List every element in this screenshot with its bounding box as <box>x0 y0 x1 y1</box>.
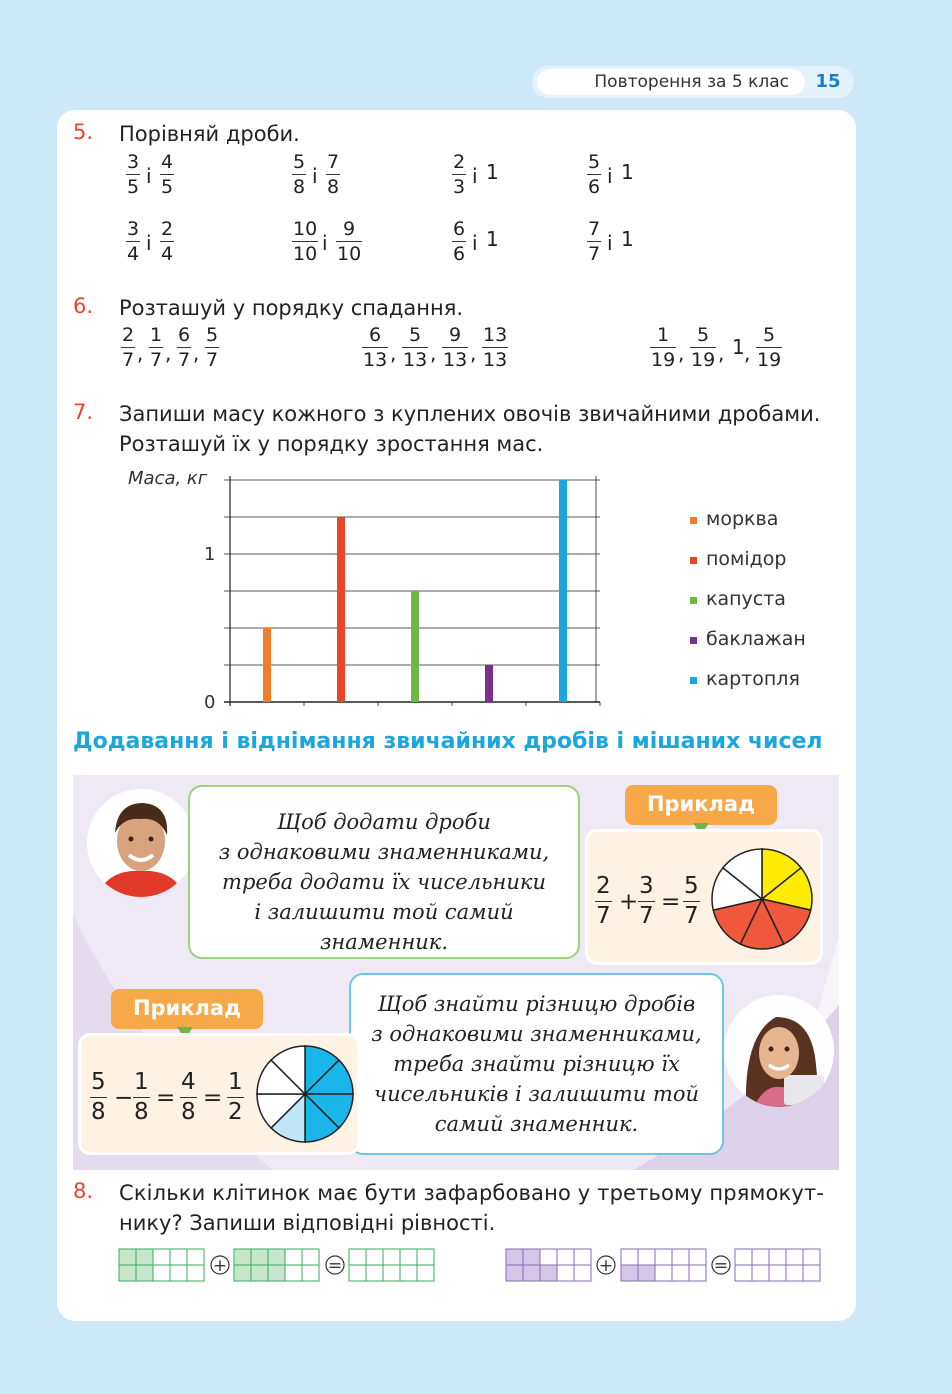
sub-rule-bubble <box>349 973 724 1155</box>
task5-fraction-left: $\frac{3}{5}$ <box>127 151 140 198</box>
section-title: Додавання і віднімання звичайних дробів і мішаних чисел <box>73 729 823 754</box>
add-example-plus: + <box>619 889 639 915</box>
boy-avatar <box>87 789 195 897</box>
task5-fraction-right: $\frac{4}{5}$ <box>161 151 174 198</box>
grid-cell <box>170 1265 187 1281</box>
grid-cell <box>621 1265 638 1281</box>
task5-conjunction: і <box>146 231 152 255</box>
sub-example-equals-2: = <box>203 1085 223 1111</box>
grid-cell <box>187 1265 204 1281</box>
task-6-number: 6. <box>73 294 94 318</box>
task6-comma: , <box>744 341 751 365</box>
task6-comma: , <box>678 341 685 365</box>
operator-symbol: = <box>327 1256 343 1276</box>
grid-cell <box>689 1265 706 1281</box>
task5-conjunction: і <box>146 164 152 188</box>
task5-fraction-left: $\frac{6}{6}$ <box>453 218 466 265</box>
grid-cell <box>655 1265 672 1281</box>
legend-label: капуста <box>706 588 786 610</box>
page-number: 15 <box>815 71 841 92</box>
grid-cell <box>234 1265 251 1281</box>
legend-label: баклажан <box>706 628 806 650</box>
rules-panel <box>73 775 839 1170</box>
add-rule-line: Щоб додати дроби <box>277 810 491 834</box>
legend-label: морква <box>706 508 779 530</box>
grid-cell <box>621 1249 638 1265</box>
grid-cell <box>234 1249 251 1265</box>
task5-conjunction: і <box>312 164 318 188</box>
grid-cell <box>417 1249 434 1265</box>
grid-cell <box>689 1249 706 1265</box>
chart-bar-0 <box>263 628 271 702</box>
sub-example-equals: = <box>156 1085 176 1111</box>
task6-comma: , <box>193 341 200 365</box>
grid-cell <box>400 1265 417 1281</box>
task6-fraction: $\frac{9}{13}$ <box>443 324 468 371</box>
operator-symbol: + <box>598 1256 614 1276</box>
task6-fraction: $\frac{6}{13}$ <box>363 324 388 371</box>
task6-comma: , <box>137 341 144 365</box>
task6-comma: , <box>390 341 397 365</box>
add-example-fraction-result: $\frac{5}{7}$ <box>684 873 699 929</box>
grid-cell <box>523 1249 540 1265</box>
add-example-equals: = <box>661 889 681 915</box>
sub-example-fraction-a: $\frac{5}{8}$ <box>91 1069 106 1125</box>
task6-comma: , <box>718 341 725 365</box>
operator-symbol: + <box>212 1256 228 1276</box>
grid-cell <box>735 1249 752 1265</box>
task6-fraction: $\frac{2}{7}$ <box>122 324 135 371</box>
grid-cell <box>251 1249 268 1265</box>
add-rule-line: і залишити той самий <box>254 900 514 924</box>
grid-cell <box>672 1249 689 1265</box>
task6-fraction: $\frac{1}{19}$ <box>651 324 676 371</box>
grid-cell <box>400 1249 417 1265</box>
sub-example-fraction-result: $\frac{1}{2}$ <box>228 1069 243 1125</box>
task6-fraction: $\frac{13}{13}$ <box>483 324 508 371</box>
task5-conjunction: і <box>322 231 328 255</box>
grid-cell <box>349 1249 366 1265</box>
task5-fraction-left: $\frac{5}{8}$ <box>293 151 306 198</box>
task-7-number: 7. <box>73 400 94 424</box>
task5-one: 1 <box>486 160 499 184</box>
grid-cell <box>506 1249 523 1265</box>
task-8-prompt-line1: Скільки клітинок має бути зафарбовано у третьому прямокут- <box>119 1181 825 1205</box>
task6-fraction: $\frac{5}{19}$ <box>757 324 782 371</box>
legend-swatch <box>690 637 697 644</box>
grid-cell <box>638 1265 655 1281</box>
grid-cell <box>170 1249 187 1265</box>
grid-cell <box>366 1265 383 1281</box>
legend-swatch <box>690 517 697 524</box>
sub-example-badge: Приклад <box>111 989 263 1029</box>
chart-tick-label: 1 <box>204 544 216 565</box>
sub-rule-line: з однаковими знаменниками, <box>371 1022 702 1046</box>
task5-fraction-right: $\frac{9}{10}$ <box>337 218 362 265</box>
task-7-prompt-line2: Розташуй їх у порядку зростання мас. <box>119 432 544 456</box>
chart-bar-2 <box>411 591 419 702</box>
legend-label: помідор <box>706 548 787 570</box>
add-rule-line: треба додати їх чисельники <box>222 870 546 894</box>
chart-bar-3 <box>485 665 493 702</box>
sub-example-fraction-c: $\frac{4}{8}$ <box>181 1069 196 1125</box>
grid-cell <box>268 1265 285 1281</box>
task-5-prompt: Порівняй дроби. <box>119 122 300 146</box>
task5-fraction-left: $\frac{7}{7}$ <box>588 218 601 265</box>
task6-fraction: $\frac{6}{7}$ <box>178 324 191 371</box>
task6-comma: , <box>470 341 477 365</box>
grid-cell <box>383 1249 400 1265</box>
task6-fraction: $\frac{5}{13}$ <box>403 324 428 371</box>
grid-cell <box>153 1249 170 1265</box>
grid-cell <box>672 1265 689 1281</box>
add-example-badge: Приклад <box>625 785 777 825</box>
task5-one: 1 <box>621 160 634 184</box>
task6-whole: 1 <box>732 335 745 359</box>
legend-label: картопля <box>706 668 800 690</box>
grid-cell <box>574 1249 591 1265</box>
grid-cell <box>803 1265 820 1281</box>
grid-cell <box>383 1265 400 1281</box>
task5-fraction-left: $\frac{5}{6}$ <box>588 151 601 198</box>
task-7-prompt-line1: Запиши масу кожного з куплених овочів звичайними дробами. <box>119 402 821 426</box>
task5-conjunction: і <box>607 164 613 188</box>
grid-cell <box>302 1265 319 1281</box>
grid-cell <box>557 1249 574 1265</box>
task5-conjunction: і <box>607 231 613 255</box>
grid-cell <box>285 1265 302 1281</box>
chart-tick-label: 0 <box>204 692 216 712</box>
add-example-pie <box>710 847 814 951</box>
grid-cell <box>638 1249 655 1265</box>
sub-rule-line: Щоб знайти різницю дробів <box>377 992 696 1016</box>
grid-cell <box>136 1265 153 1281</box>
grid-cell <box>187 1249 204 1265</box>
grid-cell <box>302 1249 319 1265</box>
mass-bar-chart <box>120 462 620 712</box>
add-example-fraction-a: $\frac{2}{7}$ <box>596 873 611 929</box>
operator-symbol: = <box>713 1256 729 1276</box>
grid-cell <box>153 1265 170 1281</box>
grid-cell <box>523 1265 540 1281</box>
task5-fraction-left: $\frac{3}{4}$ <box>127 218 140 265</box>
grid-cell <box>506 1265 523 1281</box>
grid-cell <box>540 1249 557 1265</box>
chart-ylabel: Маса, кг <box>128 468 208 489</box>
grid-cell <box>557 1265 574 1281</box>
grid-cell <box>136 1249 153 1265</box>
sub-rule-line: чисельників і залишити той <box>374 1082 699 1106</box>
task5-conjunction: і <box>472 164 478 188</box>
task-8-number: 8. <box>73 1179 94 1203</box>
add-rule-line: знаменник. <box>319 930 449 954</box>
grid-cell <box>285 1249 302 1265</box>
sub-rule-line: самий знаменник. <box>434 1112 639 1136</box>
grid-cell <box>786 1249 803 1265</box>
task-5-number: 5. <box>73 120 94 144</box>
grid-cell <box>786 1265 803 1281</box>
add-rule-bubble <box>188 785 580 959</box>
task5-one: 1 <box>621 227 634 251</box>
grid-cell <box>119 1265 136 1281</box>
task6-fraction: $\frac{5}{19}$ <box>691 324 716 371</box>
sub-example-minus: − <box>114 1085 134 1111</box>
task6-comma: , <box>430 341 437 365</box>
task5-fraction-left: $\frac{10}{10}$ <box>293 218 318 265</box>
task5-fraction-right: $\frac{7}{8}$ <box>327 151 340 198</box>
task5-conjunction: і <box>472 231 478 255</box>
task5-fraction-right: $\frac{2}{4}$ <box>161 218 174 265</box>
grid-cell <box>655 1249 672 1265</box>
add-example-fraction-b: $\frac{3}{7}$ <box>639 873 654 929</box>
grid-cell <box>735 1265 752 1281</box>
grid-cell <box>752 1249 769 1265</box>
task-8-grids <box>110 1240 840 1290</box>
sub-example-pie <box>255 1044 355 1144</box>
grid-cell <box>119 1249 136 1265</box>
girl-avatar <box>724 995 834 1107</box>
task6-comma: , <box>165 341 172 365</box>
grid-cell <box>752 1265 769 1281</box>
task5-one: 1 <box>486 227 499 251</box>
task5-fraction-left: $\frac{2}{3}$ <box>453 151 466 198</box>
grid-cell <box>417 1265 434 1281</box>
task6-fraction: $\frac{5}{7}$ <box>206 324 219 371</box>
add-rule-line: з однаковими знаменниками, <box>218 840 550 864</box>
legend-swatch <box>690 597 697 604</box>
grid-cell <box>268 1249 285 1265</box>
chart-bar-4 <box>559 480 567 702</box>
grid-cell <box>366 1249 383 1265</box>
grid-cell <box>769 1265 786 1281</box>
task6-fraction: $\frac{1}{7}$ <box>150 324 163 371</box>
grid-cell <box>251 1265 268 1281</box>
sub-rule-line: треба знайти різницю їх <box>393 1052 680 1076</box>
grid-cell <box>349 1265 366 1281</box>
legend-swatch <box>690 557 697 564</box>
task-8-prompt-line2: нику? Запиши відповідні рівності. <box>119 1211 496 1235</box>
legend-swatch <box>690 677 697 684</box>
section-label: Повторення за 5 клас <box>537 69 805 95</box>
grid-cell <box>540 1265 557 1281</box>
sub-example-fraction-b: $\frac{1}{8}$ <box>134 1069 149 1125</box>
grid-cell <box>574 1265 591 1281</box>
task-6-prompt: Розташуй у порядку спадання. <box>119 296 463 320</box>
grid-cell <box>803 1249 820 1265</box>
chart-bar-1 <box>337 517 345 702</box>
grid-cell <box>769 1249 786 1265</box>
